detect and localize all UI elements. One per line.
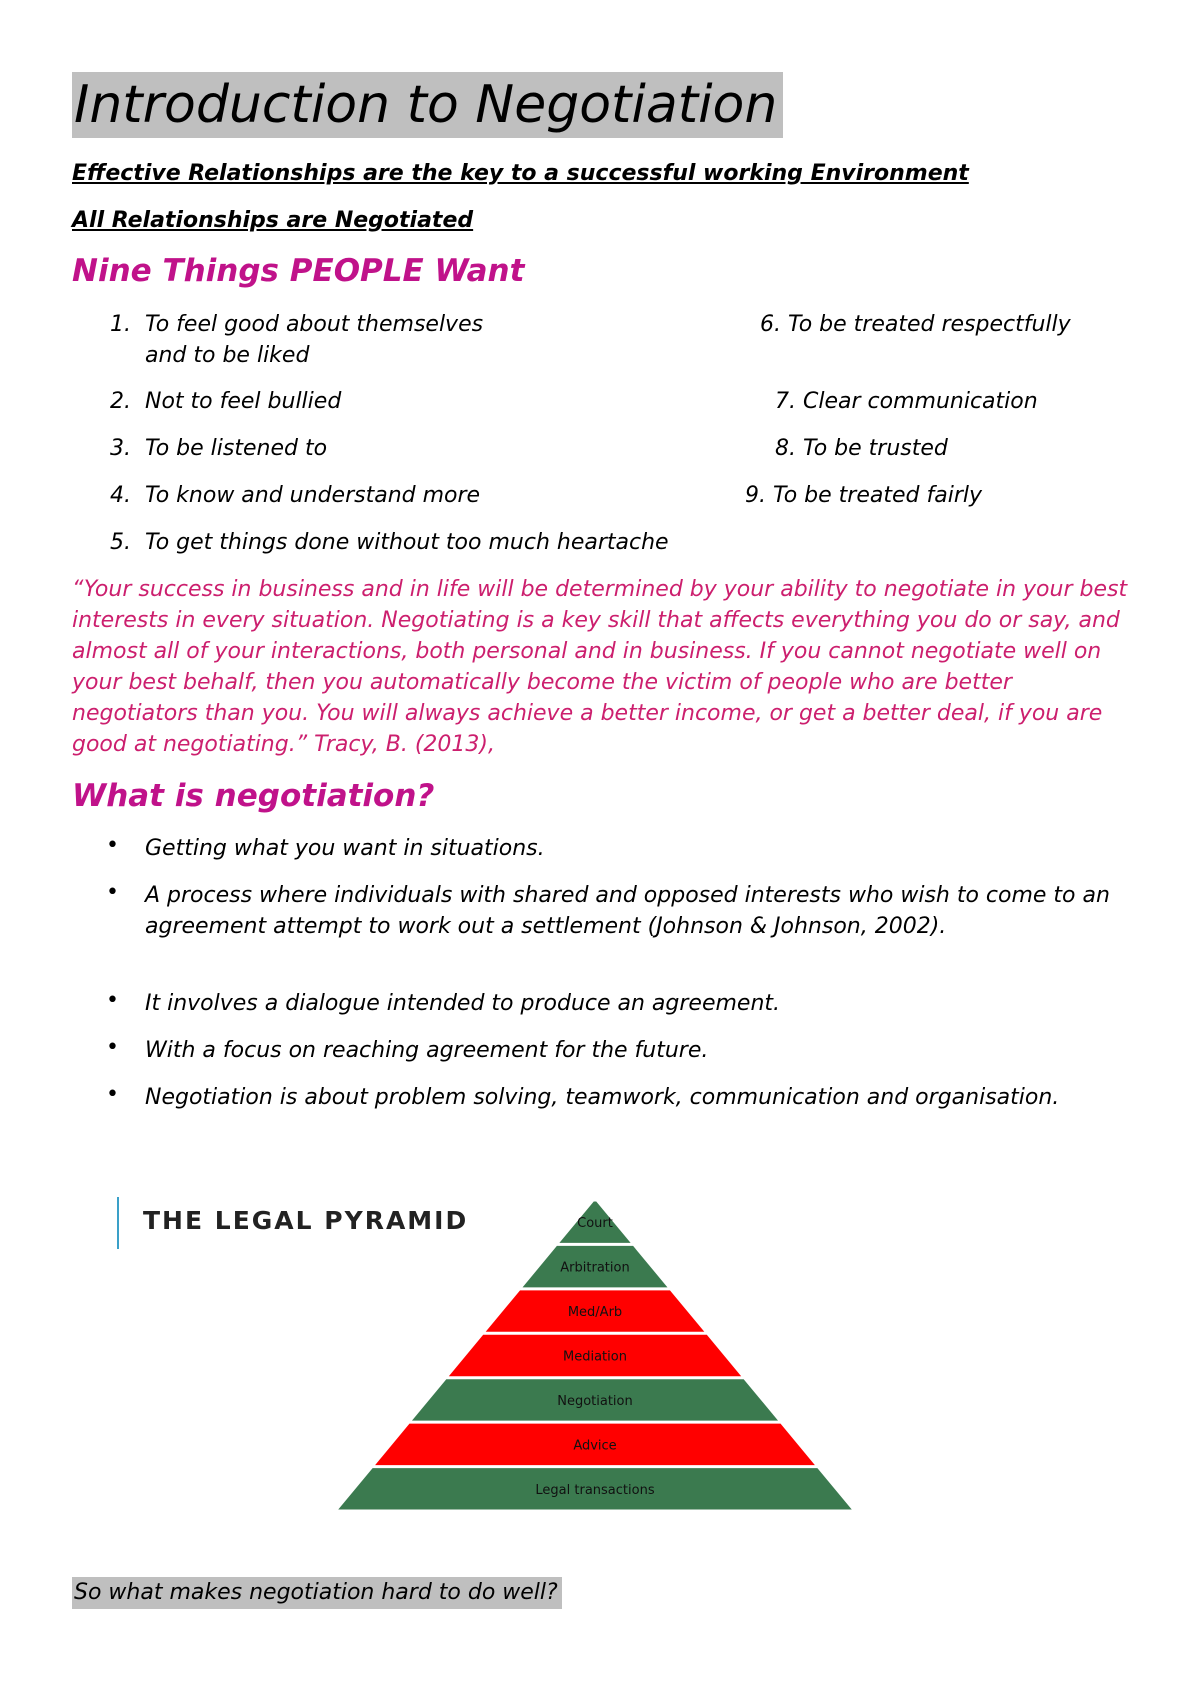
list-item-text: Clear communication <box>803 389 1038 414</box>
list-item-text: Not to feel bullied <box>145 389 342 414</box>
list-number: 4. <box>110 483 131 508</box>
list-item-line: To feel good about themselves <box>145 312 484 337</box>
bullet-text: It involves a dialogue intended to produce an agreement. <box>145 991 781 1016</box>
pyramid-level-label: Legal transactions <box>535 1482 655 1498</box>
list-number: 6. <box>760 312 781 337</box>
list-item-text: To be treated fairly <box>773 483 982 508</box>
list-item-text: To get things done without too much heartache <box>145 530 669 555</box>
list-number: 5. <box>110 530 131 555</box>
list-item-line: and to be liked <box>145 343 310 368</box>
pyramid-level-label: Negotiation <box>557 1393 633 1409</box>
list-number: 9. <box>745 483 766 508</box>
list-item-text: To be trusted <box>803 436 948 461</box>
bullet-text: Negotiation is about problem solving, teamwork, communication and organisation. <box>145 1085 1060 1110</box>
subtitle-all-relationships: All Relationships are Negotiated <box>72 208 474 233</box>
bullet-icon: • <box>106 833 119 858</box>
bullet-text: With a focus on reaching agreement for the future. <box>145 1038 709 1063</box>
list-number: 3. <box>110 436 131 461</box>
bullet-text: Getting what you want in situations. <box>145 836 545 861</box>
pyramid-level-label: Mediation <box>563 1349 627 1365</box>
list-item-text: To know and understand more <box>145 483 481 508</box>
list-number: 7. <box>775 389 796 414</box>
pyramid-level-label: Court <box>577 1216 613 1232</box>
pyramid-level-label: Arbitration <box>560 1260 630 1276</box>
pyramid-heading: THE LEGAL PYRAMID <box>143 1206 469 1235</box>
tracy-quote: “Your success in business and in life will be determined by your ability to negotiate in your best interests in every situation. Negotiating is a key skill that affects everything you do or say, and almost all of your interactions, both personal and in business. If you cannot negotiate well on your best behalf, then you automatically become the victim of people who are better negotiators than you. You will always achieve a better income, or get a better deal, if you are good at negotiating.” Tracy, B. (2013), <box>72 577 1128 757</box>
page-title: Introduction to Negotiation <box>72 72 783 138</box>
list-number: 2. <box>110 389 131 414</box>
subtitle-effective-relationships: Effective Relationships are the key to a successful working Environment <box>72 161 969 186</box>
list-item-text: To be treated respectfully <box>788 312 1071 337</box>
list-item-text: To be listened to <box>145 436 328 461</box>
list-number: 1. <box>110 312 131 337</box>
bullet-text: A process where individuals with shared and opposed interests who wish to come to an agreement attempt to work out a settlement (Johnson & Johnson, 2002). <box>145 883 1110 939</box>
pyramid-level-label: Med/Arb <box>567 1305 623 1321</box>
pyramid-level-label: Advice <box>573 1438 617 1454</box>
bullet-icon: • <box>106 988 119 1013</box>
bullet-icon: • <box>106 1035 119 1060</box>
bullet-icon: • <box>106 1082 119 1107</box>
section-heading-what-is-negotiation: What is negotiation? <box>72 778 435 814</box>
closing-question: So what makes negotiation hard to do well? <box>72 1577 562 1609</box>
section-heading-nine-things: Nine Things PEOPLE Want <box>72 253 525 289</box>
bullet-icon: • <box>106 880 119 905</box>
list-number: 8. <box>775 436 796 461</box>
